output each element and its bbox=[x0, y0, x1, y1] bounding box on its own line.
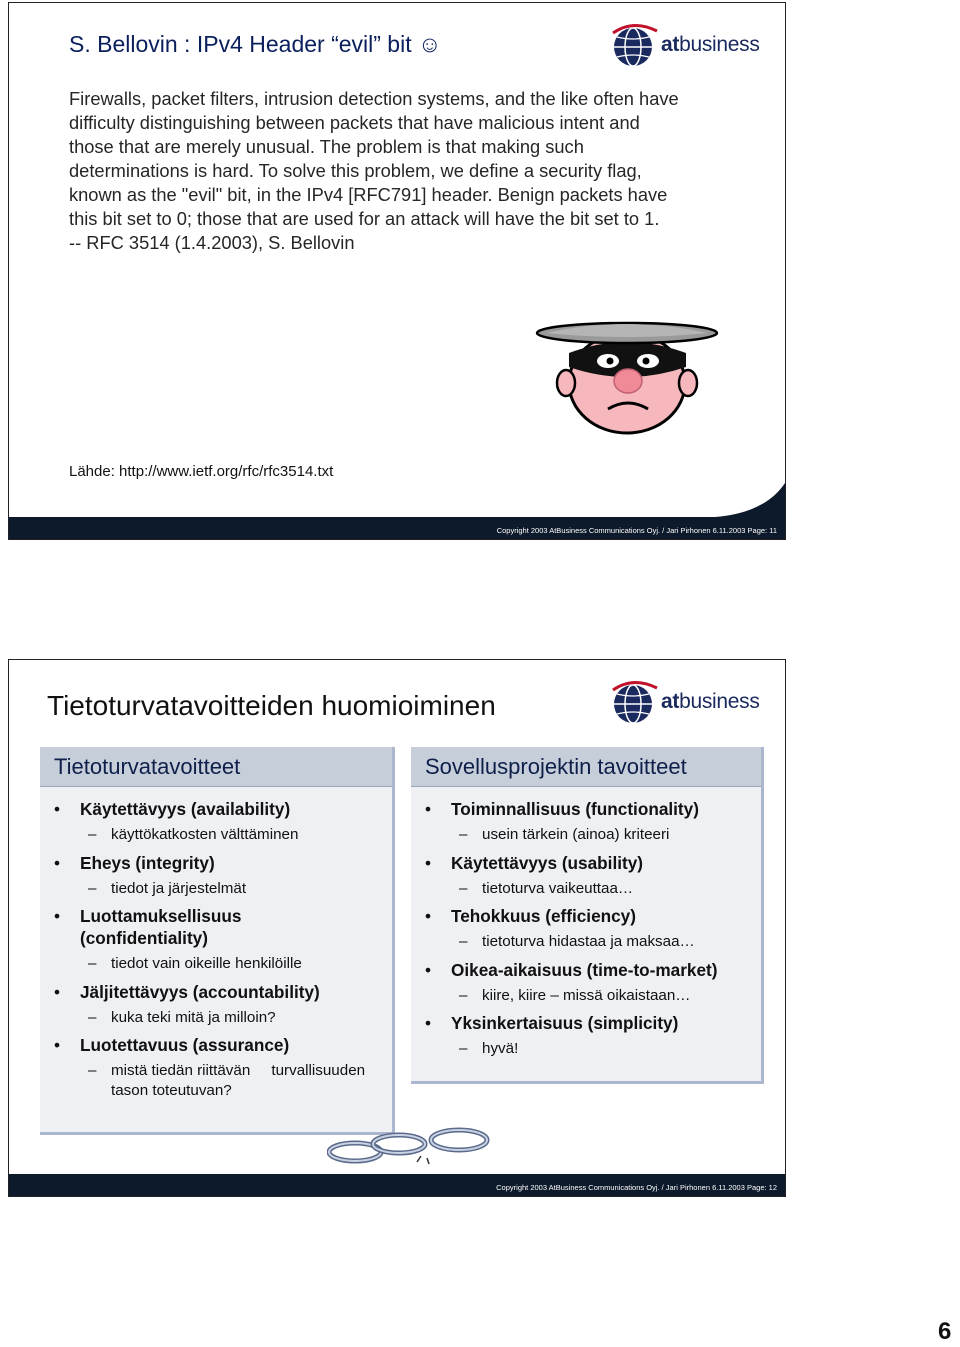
rfc-quote bbox=[69, 87, 749, 255]
quote-line: difficulty distinguishing between packets that have malicious intent and bbox=[69, 112, 640, 133]
list-item: • Eheys (integrity) bbox=[54, 852, 382, 874]
sub-item: – kiire, kiire – missä oikaistaan… bbox=[425, 986, 751, 1006]
list-item: • Toiminnallisuus (functionality) bbox=[425, 798, 751, 820]
footer-copyright: Copyright 2003 AtBusiness Communications Oyj. / Jari Pirhonen 6.11.2003 Page: 12 bbox=[496, 1183, 777, 1192]
slide-footer bbox=[9, 1174, 785, 1196]
sub-item: – usein tärkein (ainoa) kriteeri bbox=[425, 825, 751, 845]
broken-chain-icon bbox=[327, 1126, 492, 1168]
security-goals-panel bbox=[40, 747, 395, 1135]
sub-item: – kuka teki mitä ja milloin? bbox=[54, 1008, 382, 1028]
atbusiness-logo: atbusiness bbox=[611, 21, 771, 71]
list-item: • Jäljitettävyys (accountability) bbox=[54, 981, 382, 1003]
source-link: Lähde: http://www.ietf.org/rfc/rfc3514.txt bbox=[69, 463, 334, 480]
quote-line: Firewalls, packet filters, intrusion detection systems, and the like often have bbox=[69, 88, 679, 109]
slide-footer bbox=[9, 517, 785, 539]
quote-line: those that are merely unusual. The problem is that making such bbox=[69, 136, 584, 157]
masked-villain-illustration bbox=[524, 311, 729, 449]
sub-item: – tietoturva hidastaa ja maksaa… bbox=[425, 932, 751, 952]
list-item: • Oikea-aikaisuus (time-to-market) bbox=[425, 959, 751, 981]
quote-line: known as the "evil" bit, in the IPv4 [RFC791] header. Benign packets have bbox=[69, 184, 668, 205]
list-item: • Käytettävyys (usability) bbox=[425, 852, 751, 874]
page-number: 6 bbox=[938, 1318, 952, 1345]
sub-item: – mistä tiedän riittävän turvallisuuden tason toteutuvan? bbox=[54, 1061, 382, 1100]
atbusiness-logo: atbusiness bbox=[611, 678, 771, 728]
sub-item: – käyttökatkosten välttäminen bbox=[54, 825, 382, 845]
quote-line: -- RFC 3514 (1.4.2003), S. Bellovin bbox=[69, 232, 355, 253]
slide-title: Tietoturvatavoitteiden huomioiminen bbox=[47, 690, 496, 721]
slide-12 bbox=[8, 659, 786, 1197]
globe-icon bbox=[611, 678, 661, 728]
slide-11 bbox=[8, 2, 786, 540]
globe-icon bbox=[611, 21, 661, 71]
quote-line: determinations is hard. To solve this problem, we define a security flag, bbox=[69, 160, 642, 181]
panel-heading: Sovellusprojektin tavoitteet bbox=[411, 747, 761, 787]
panel-heading: Tietoturvatavoitteet bbox=[40, 747, 392, 787]
list-item: • Yksinkertaisuus (simplicity) bbox=[425, 1012, 751, 1034]
sub-item: – tiedot vain oikeille henkilöille bbox=[54, 954, 382, 974]
quote-line: this bit set to 0; those that are used for an attack will have the bit set to 1. bbox=[69, 208, 660, 229]
list-item: • Luotettavuus (assurance) bbox=[54, 1034, 382, 1056]
list-item: • Tehokkuus (efficiency) bbox=[425, 905, 751, 927]
sub-item: – tietoturva vaikeuttaa… bbox=[425, 879, 751, 899]
list-item: • Käytettävyys (availability) bbox=[54, 798, 382, 820]
sub-item: – hyvä! bbox=[425, 1039, 751, 1059]
slide-title: S. Bellovin : IPv4 Header “evil” bit ☺ bbox=[69, 31, 442, 57]
project-goals-panel bbox=[411, 747, 764, 1084]
footer-copyright: Copyright 2003 AtBusiness Communications Oyj. / Jari Pirhonen 6.11.2003 Page: 11 bbox=[496, 526, 777, 535]
footer-curve bbox=[715, 483, 785, 517]
list-item: • Luottamuksellisuus (confidentiality) bbox=[54, 905, 382, 949]
footer-curve bbox=[715, 1140, 785, 1174]
sub-item: – tiedot ja järjestelmät bbox=[54, 879, 382, 899]
